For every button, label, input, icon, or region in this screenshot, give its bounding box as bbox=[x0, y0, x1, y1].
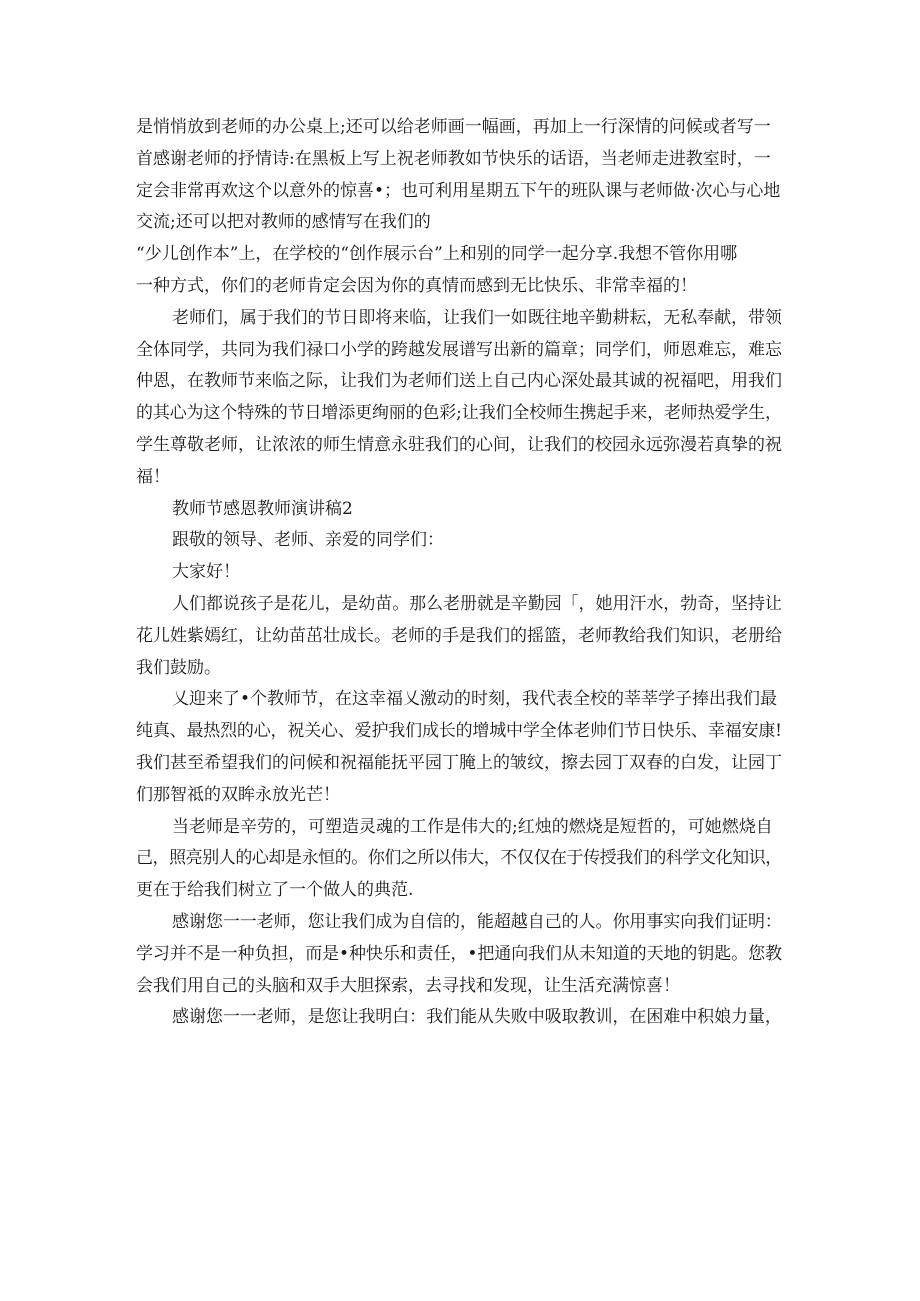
text-line: 福！ bbox=[136, 466, 170, 487]
text-line: 人们都说孩子是花儿，是幼苗。那么老册就是辛勤园「，她用汗水，勃奇，坚持让 bbox=[172, 593, 782, 614]
text-line: 跟敬的领导、老师、亲爱的同学们： bbox=[172, 530, 444, 551]
paragraph-4 bbox=[136, 589, 782, 684]
text-line: 大家好！ bbox=[172, 562, 240, 583]
text-line: 纯真、最热烈的心，祝关心、爱护我们成长的增城中学全体老帅们节日快乐、幸福安康! bbox=[136, 721, 782, 742]
text-line: 仲恩，在教师节来临之际，让我们为老师们送上自己内心深处最其诚的祝福吧，用我们 bbox=[136, 371, 782, 392]
text-line: 会我们用自己的头脑和双手大胆探索，去寻找和发现，让生活充满惊喜！ bbox=[136, 975, 680, 996]
text-line: 当老师是辛劳的，可塑造灵魂的工作是伟大的;红烛的燃烧是短哲的，可她燃烧自 bbox=[172, 816, 773, 837]
paragraph-6 bbox=[136, 812, 782, 907]
salutation bbox=[136, 525, 782, 557]
paragraph-7 bbox=[136, 907, 782, 1002]
text-line: 感谢您一一老师，是您让我明白：我们能从失败中吸取教训，在困难中积娘力量， bbox=[172, 1007, 782, 1028]
text-line: 学生尊敬老师，让浓浓的师生情意永驻我们的心间，让我们的校园永远弥漫若真挚的祝 bbox=[136, 434, 782, 455]
section-title bbox=[136, 494, 782, 526]
text-line: 全体同学，共同为我们禄口小学的跨越发展谱写出新的篇章；同学们，师恩难忘，难忘 bbox=[136, 339, 782, 360]
text-line: 感谢您一一老师，您让我们成为自信的，能超越自己的人。你用事实向我们证明： bbox=[172, 911, 782, 932]
text-line: 教师节感恩教师演讲稿2 bbox=[172, 498, 353, 519]
text-line: 一种方式，你们的老师肯定会因为你的真情而感到无比快乐、非常幸福的！ bbox=[136, 275, 697, 296]
paragraph-3 bbox=[136, 303, 782, 494]
text-line: 学习并不是一种负担，而是•种快乐和责任，•把通向我们从未知道的天地的钥匙。您教 bbox=[136, 943, 782, 964]
paragraph-8 bbox=[136, 1002, 782, 1034]
text-line: 老师们，属于我们的节日即将来临，让我们一如既往地辛勤耕耘，无私奉献，带领 bbox=[172, 307, 782, 328]
text-line: 更在于给我们树立了一个做人的典范. bbox=[136, 880, 414, 901]
text-line: 我们甚至希望我们的问候和祝福能抚平园丁腌上的皱纹，擦去园丁双春的白发，让园丁 bbox=[136, 752, 782, 773]
text-line: 首感谢老师的抒情诗:在黑板上写上祝老师教如节快乐的话语，当老师走进教室时，一 bbox=[136, 148, 771, 169]
paragraph-5 bbox=[136, 684, 782, 811]
text-line: 交流;还可以把对教师的感情写在我们的 bbox=[136, 212, 431, 233]
document-page bbox=[136, 112, 782, 1034]
text-line: 花儿姓紫嫣红，让幼苗茁壮成长。老师的手是我们的摇篮，老师教给我们知识，老册给 bbox=[136, 625, 782, 646]
text-line: “少儿创作本”上，在学校的“创作展示台”上和别的同学一起分享.我想不管你用哪 bbox=[136, 244, 738, 265]
text-line: 的其心为这个特殊的节日增添更绚丽的色彩;让我们全校师生携起手来，老师热爱学生， bbox=[136, 403, 782, 424]
text-line: 定会非常再欢这个以意外的惊喜•；也可利用星期五下午的班队课与老师做·次心与心地 bbox=[136, 180, 781, 201]
greeting bbox=[136, 557, 782, 589]
text-line: 是悄悄放到老师的办公桌上;还可以给老师画一幅画，再加上一行深情的问候或者写一 bbox=[136, 117, 771, 137]
text-line: 己，照亮别人的心却是永恒的。你们之所以伟大，不仅仅在于传授我们的科学文化知识， bbox=[136, 848, 782, 869]
text-line: 乂迎来了•个教师节，在这幸福乂激动的时刻，我代表全校的莘莘学子捧出我们最 bbox=[172, 689, 778, 710]
paragraph-2 bbox=[136, 239, 782, 303]
text-line: 我们鼓励。 bbox=[136, 657, 221, 678]
text-line: 们那智祗的双眸永放光芒！ bbox=[136, 784, 340, 805]
paragraph-1 bbox=[136, 112, 782, 239]
